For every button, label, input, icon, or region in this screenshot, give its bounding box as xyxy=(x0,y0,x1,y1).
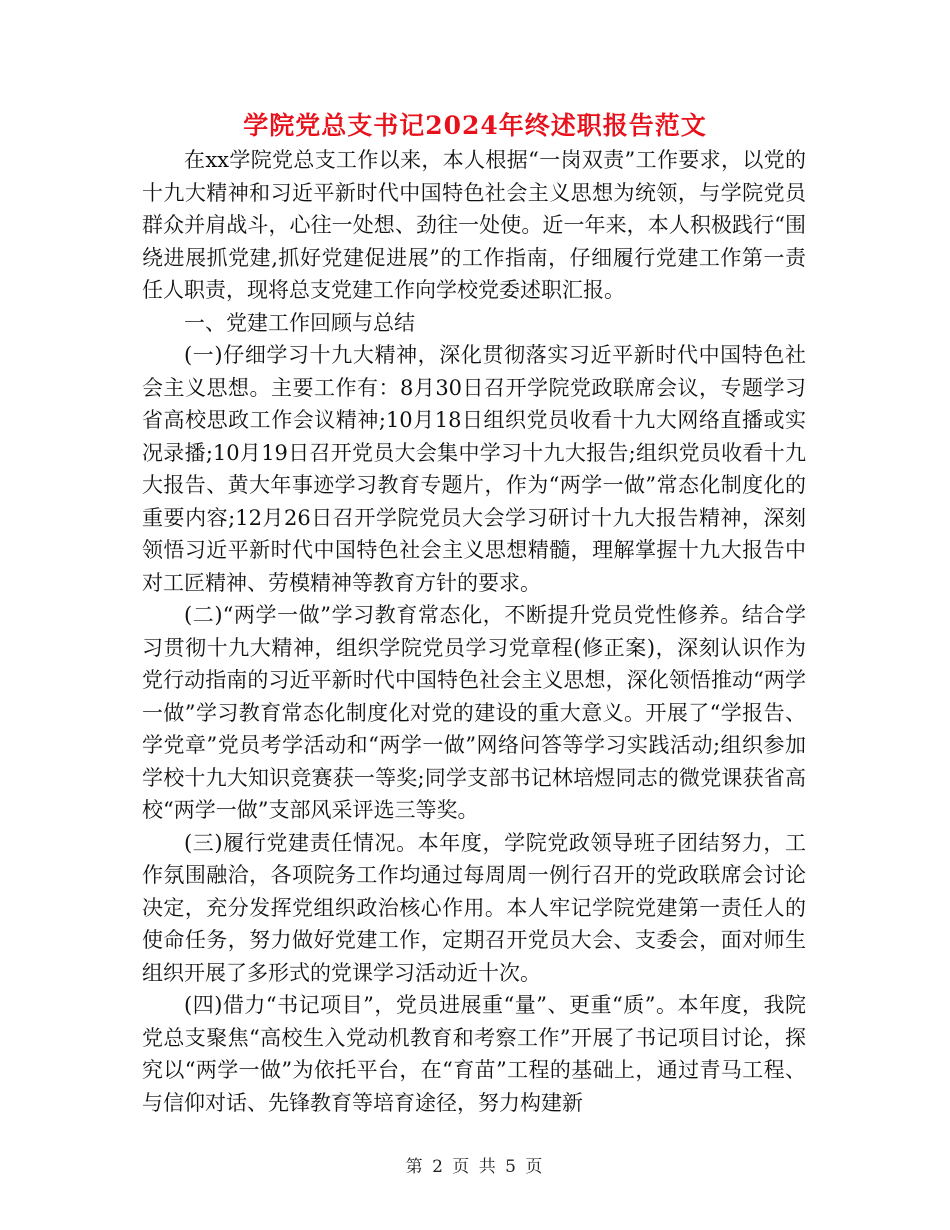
paragraph-intro: 在xx学院党总支工作以来，本人根据“一岗双责”工作要求，以党的十九大精神和习近平新时代中国特色社会主义思想为统领，与学院党员群众并肩战斗，心往一处想、劲往一处使。近一年来，本人积极践行“围绕进展抓党建,抓好党建促进展”的工作指南，仔细履行党建工作第一责任人职责，现将总支党建工作向学校党委述职汇报。 xyxy=(142,148,806,302)
document-body xyxy=(142,144,806,1119)
paragraph-item-2: (二)“两学一做”学习教育常态化，不断提升党员党性修养。结合学习贯彻十九大精神，组织学院党员学习党章程(修正案)，深刻认识作为党行动指南的习近平新时代中国特色社会主义思想，深化领悟推动“两学一做”学习教育常态化制度化对党的建设的重大意义。开展了“学报告、学党章”党员考学活动和“两学一做”网络问答等学习实践活动;组织参加学校十九大知识竞赛获一等奖;同学支部书记林培煜同志的微党课获省高校“两学一做”支部风采评选三等奖。 xyxy=(142,603,806,822)
paragraph-item-4: (四)借力“书记项目”，党员进展重“量”、更重“质”。本年度，我院党总支聚焦“高校生入党动机教育和考察工作”开展了书记项目讨论，探究以“两学一做”为依托平台，在“育苗”工程的基础上，通过青马工程、与信仰对话、先锋教育等培育途径，努力构建新 xyxy=(142,993,806,1115)
paragraph-item-1: (一)仔细学习十九大精神，深化贯彻落实习近平新时代中国特色社会主义思想。主要工作有：8月30日召开学院党政联席会议，专题学习省高校思政工作会议精神;10月18日组织党员收看十九大网络直播或实况录播;10月19日召开党员大会集中学习十九大报告;组织党员收看十九大报告、黄大年事迹学习教育专题片，作为“两学一做”常态化制度化的重要内容;12月26日召开学院党员大会学习研讨十九大报告精神，深刻领悟习近平新时代中国特色社会主义思想精髓，理解掌握十九大报告中对工匠精神、劳模精神等教育方针的要求。 xyxy=(142,343,806,595)
section-heading: 一、党建工作回顾与总结 xyxy=(184,310,415,335)
paragraph-item-3: (三)履行党建责任情况。本年度，学院党政领导班子团结努力，工作氛围融洽，各项院务工作均通过每周周一例行召开的党政联席会讨论决定，充分发挥党组织政治核心作用。本人牢记学院党建第一责任人的使命任务，努力做好党建工作，定期召开党员大会、支委会，面对师生组织开展了多形式的党课学习活动近十次。 xyxy=(142,830,806,985)
document-title: 学院党总支书记2024年终述职报告范文 xyxy=(243,111,707,140)
page-number-footer: 第 2 页 共 5 页 xyxy=(405,1157,545,1177)
